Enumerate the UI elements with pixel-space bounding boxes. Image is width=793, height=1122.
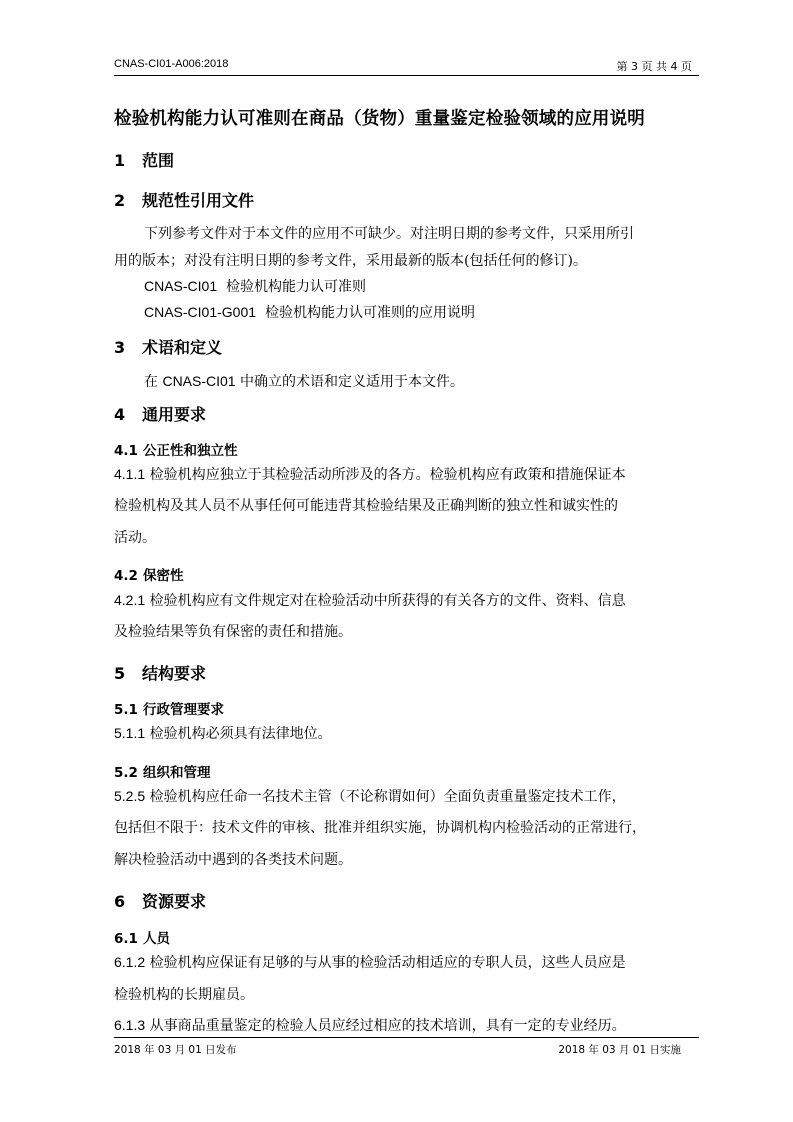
section-title: 通用要求 — [142, 405, 207, 424]
subsection-4-2-heading — [114, 564, 184, 584]
clause-line — [114, 952, 626, 972]
reference-code: CNAS-CI01-G001 — [144, 304, 257, 320]
section-number: 4 — [114, 405, 126, 424]
subsection-4-1-heading — [114, 439, 238, 459]
effective-date: 2018 年 03 月 01 日实施 — [558, 1044, 681, 1056]
text-run: 在 — [144, 374, 163, 390]
clause-text: 检验机构应独立于其检验活动所涉及的各方。检验机构应有政策和措施保证本 — [149, 467, 626, 483]
subsection-number: 5.1 — [114, 702, 138, 718]
section-title: 结构要求 — [142, 664, 207, 683]
section-2-heading — [114, 188, 254, 211]
reference-code: CNAS-CI01 — [144, 278, 218, 294]
clause-line: 包括但不限于：技术文件的审核、批准并组织实施，协调机构内检验活动的正常进行， — [114, 820, 646, 836]
footer-rule — [114, 1037, 699, 1038]
section-number: 2 — [114, 191, 126, 210]
section-number: 5 — [114, 664, 126, 683]
section-number: 6 — [114, 892, 126, 911]
subsection-number: 5.2 — [114, 765, 138, 781]
subsection-6-1-heading — [114, 927, 170, 947]
reference-title: 检验机构能力认可准则 — [226, 279, 367, 295]
reference-code: CNAS-CI01 — [162, 373, 236, 389]
section-3-heading — [114, 335, 222, 358]
reference-item — [144, 276, 366, 296]
subsection-title: 保密性 — [143, 568, 184, 584]
subsection-number: 4.1 — [114, 443, 138, 459]
clause-line: 解决检验活动中遇到的各类技术问题。 — [114, 852, 352, 868]
reference-item — [144, 302, 475, 322]
clause-line: 活动。 — [114, 530, 156, 546]
clause-line: 检验机构及其人员不从事任何可能违背其检验结果及正确判断的独立性和诚实性的 — [114, 498, 618, 514]
clause-line — [114, 464, 626, 484]
subsection-title: 组织和管理 — [143, 765, 211, 781]
paragraph-line: 用的版本；对没有注明日期的参考文件，采用最新的版本(包括任何的修订)。 — [114, 253, 587, 269]
clause-text: 检验机构应任命一名技术主管（不论称谓如何）全面负责重量鉴定技术工作， — [149, 789, 626, 805]
paragraph-line: 下列参考文件对于本文件的应用不可缺少。对注明日期的参考文件，只采用所引 — [144, 226, 634, 242]
section-6-heading — [114, 889, 206, 912]
clause-number: 6.1.3 — [114, 1017, 146, 1033]
clause-text: 检验机构必须具有法律地位。 — [149, 726, 332, 742]
reference-title: 检验机构能力认可准则的应用说明 — [264, 305, 475, 321]
clause-line: 及检验结果等负有保密的责任和措施。 — [114, 624, 352, 640]
clause-number: 6.1.2 — [114, 954, 146, 970]
clause-line — [114, 723, 332, 743]
clause-line — [114, 1015, 626, 1035]
section-number: 1 — [114, 151, 126, 170]
clause-text: 检验机构应有文件规定对在检验活动中所获得的有关各方的文件、资料、信息 — [149, 593, 626, 609]
clause-number: 5.1.1 — [114, 725, 146, 741]
clause-line — [114, 590, 626, 610]
subsection-5-1-heading — [114, 698, 224, 718]
clause-line: 检验机构的长期雇员。 — [114, 987, 254, 1003]
section-title: 规范性引用文件 — [142, 191, 255, 210]
paragraph-line — [144, 371, 464, 391]
section-5-heading — [114, 661, 206, 684]
header-rule — [114, 75, 699, 76]
clause-line — [114, 786, 626, 806]
section-1-heading — [114, 148, 174, 171]
section-title: 范围 — [142, 151, 175, 170]
section-4-heading — [114, 402, 206, 425]
clause-text: 检验机构应保证有足够的与从事的检验活动相适应的专职人员，这些人员应是 — [149, 955, 626, 971]
text-run: 中确立的术语和定义适用于本文件。 — [235, 374, 465, 390]
section-number: 3 — [114, 338, 126, 357]
subsection-number: 4.2 — [114, 568, 138, 584]
page-number: 第 3 页 共 4 页 — [616, 60, 692, 73]
document-code: CNAS-CI01-A006:2018 — [114, 58, 229, 70]
subsection-title: 公正性和独立性 — [143, 443, 238, 459]
subsection-number: 6.1 — [114, 931, 138, 947]
clause-text: 从事商品重量鉴定的检验人员应经过相应的技术培训，具有一定的专业经历。 — [149, 1018, 626, 1034]
subsection-5-2-heading — [114, 761, 211, 781]
subsection-title: 人员 — [143, 931, 170, 947]
section-title: 术语和定义 — [142, 338, 223, 357]
subsection-title: 行政管理要求 — [143, 702, 224, 718]
section-title: 资源要求 — [142, 892, 207, 911]
clause-number: 4.1.1 — [114, 466, 146, 482]
publish-date: 2018 年 03 月 01 日发布 — [114, 1044, 237, 1056]
clause-number: 5.2.5 — [114, 788, 146, 804]
document-title: 检验机构能力认可准则在商品（货物）重量鉴定检验领域的应用说明 — [114, 109, 645, 129]
clause-number: 4.2.1 — [114, 592, 146, 608]
